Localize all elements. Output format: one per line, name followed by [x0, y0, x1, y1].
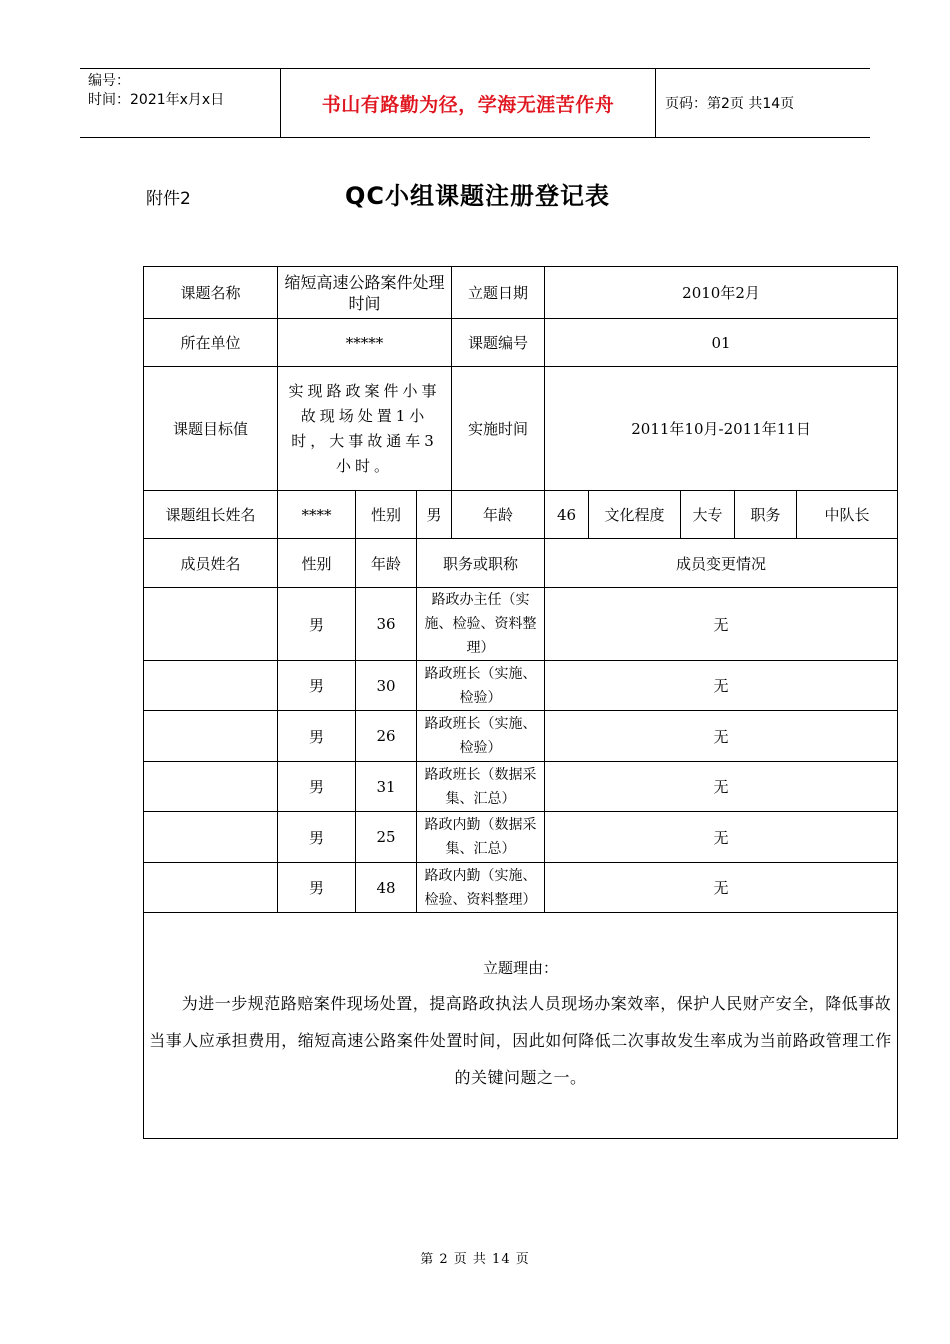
row-unit — [144, 319, 898, 367]
leader-age-label: 年龄 — [452, 491, 545, 539]
member-row — [144, 863, 898, 913]
row-reason — [144, 913, 898, 1139]
registration-table — [143, 266, 898, 1139]
header-time: 时间：2021年x月x日 — [88, 92, 225, 108]
topic-name-value: 缩短高速公路案件处理时间 — [278, 267, 452, 319]
member-change: 无 — [545, 812, 898, 863]
row-members-header — [144, 539, 898, 588]
target-label: 课题目标值 — [144, 367, 278, 491]
header-page: 页码：第2页 共14页 — [665, 96, 795, 112]
member-row — [144, 762, 898, 812]
member-row — [144, 711, 898, 762]
unit-value: ***** — [278, 319, 452, 367]
reason-text: 为进一步规范路赔案件现场处置，提高路政执法人员现场办案效率，保护人民财产安全，降低事故当事人应承担费用，缩短高速公路案件处置时间，因此如何降低二次事故发生率成为当前路政管理工作的关键问题之一。 — [149, 994, 892, 1087]
member-duty: 路政内勤（实施、检验、资料整理） — [417, 863, 545, 913]
member-age: 25 — [356, 812, 417, 863]
reason-label: 立题理由： — [483, 959, 559, 977]
leader-gender-label: 性别 — [356, 491, 417, 539]
topic-no-label: 课题编号 — [452, 319, 545, 367]
member-change: 无 — [545, 588, 898, 661]
impl-time-label: 实施时间 — [452, 367, 545, 491]
member-gender: 男 — [278, 661, 356, 711]
member-duty: 路政班长（实施、检验） — [417, 661, 545, 711]
member-change: 无 — [545, 711, 898, 762]
members-name-header: 成员姓名 — [144, 539, 278, 588]
header-motto: 书山有路勤为径，学海无涯苦作舟 — [280, 69, 656, 137]
member-gender: 男 — [278, 588, 356, 661]
leader-name-value: **** — [278, 491, 356, 539]
member-age: 36 — [356, 588, 417, 661]
members-duty-header: 职务或职称 — [417, 539, 545, 588]
member-duty: 路政班长（数据采集、汇总） — [417, 762, 545, 812]
member-row — [144, 661, 898, 711]
attachment-label: 附件2 — [146, 189, 191, 209]
leader-age-value: 46 — [545, 491, 589, 539]
header-number: 编号： — [88, 73, 130, 89]
member-change: 无 — [545, 661, 898, 711]
header-meta — [80, 69, 280, 137]
member-duty: 路政内勤（数据采集、汇总） — [417, 812, 545, 863]
reason-cell — [144, 913, 898, 1139]
members-gender-header: 性别 — [278, 539, 356, 588]
leader-position-label: 职务 — [735, 491, 797, 539]
members-age-header: 年龄 — [356, 539, 417, 588]
member-age: 30 — [356, 661, 417, 711]
start-date-value: 2010年2月 — [545, 267, 898, 319]
leader-education-value: 大专 — [681, 491, 735, 539]
member-name — [144, 661, 278, 711]
member-name — [144, 863, 278, 913]
document-title: QC小组课题注册登记表 — [345, 182, 611, 210]
page-header — [80, 68, 870, 138]
member-gender: 男 — [278, 812, 356, 863]
members-change-header: 成员变更情况 — [545, 539, 898, 588]
start-date-label: 立题日期 — [452, 267, 545, 319]
leader-name-label: 课题组长姓名 — [144, 491, 278, 539]
member-age: 31 — [356, 762, 417, 812]
topic-no-value: 01 — [545, 319, 898, 367]
member-row — [144, 812, 898, 863]
member-change: 无 — [545, 863, 898, 913]
member-age: 48 — [356, 863, 417, 913]
row-topic — [144, 267, 898, 319]
member-duty: 路政班长（实施、检验） — [417, 711, 545, 762]
member-name — [144, 812, 278, 863]
member-gender: 男 — [278, 762, 356, 812]
member-gender: 男 — [278, 863, 356, 913]
row-target — [144, 367, 898, 491]
member-row — [144, 588, 898, 661]
member-age: 26 — [356, 711, 417, 762]
unit-label: 所在单位 — [144, 319, 278, 367]
page-footer: 第 2 页 共 14 页 — [420, 1252, 530, 1267]
target-value: 实现路政案件小事故现场处置1小时，大事故通车3小时。 — [278, 367, 452, 491]
member-change: 无 — [545, 762, 898, 812]
member-name — [144, 762, 278, 812]
row-leader — [144, 491, 898, 539]
topic-name-label: 课题名称 — [144, 267, 278, 319]
impl-time-value: 2011年10月-2011年11日 — [545, 367, 898, 491]
member-name — [144, 711, 278, 762]
leader-education-label: 文化程度 — [589, 491, 681, 539]
member-name — [144, 588, 278, 661]
member-duty: 路政办主任（实施、检验、资料整理） — [417, 588, 545, 661]
leader-gender-value: 男 — [417, 491, 452, 539]
member-gender: 男 — [278, 711, 356, 762]
leader-position-value: 中队长 — [797, 491, 898, 539]
